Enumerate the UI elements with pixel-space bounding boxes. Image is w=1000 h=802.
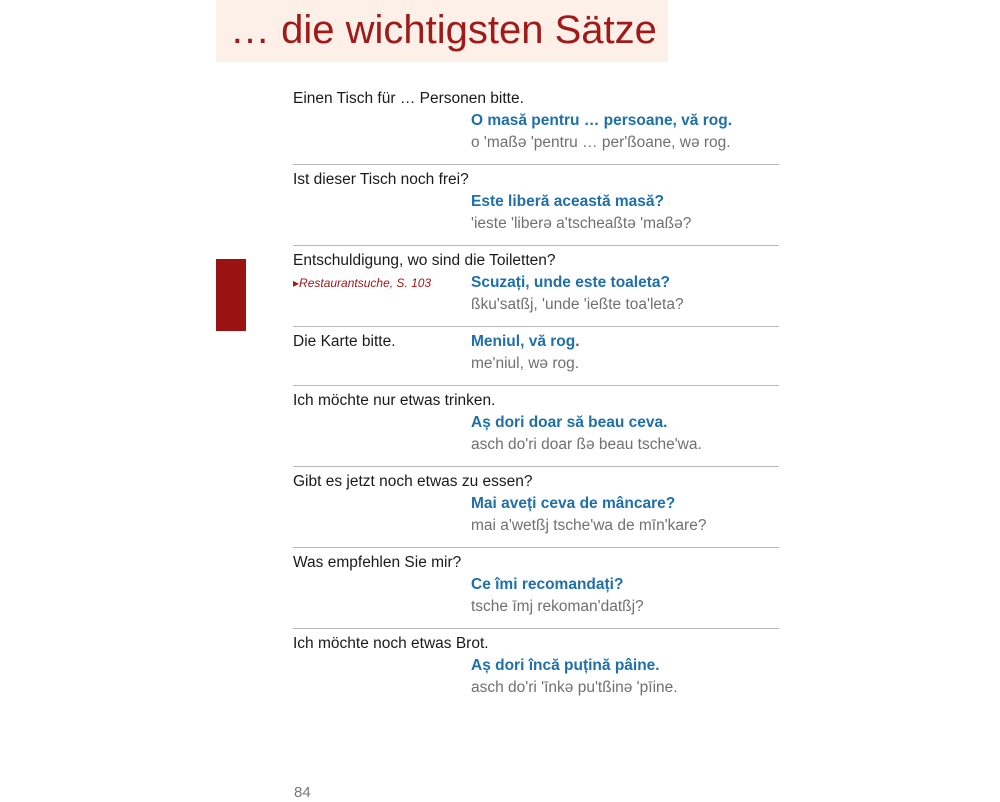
phrase-entry	[293, 84, 779, 165]
phrase-entry	[293, 548, 779, 629]
pronunciation-guide: mai a'wetßj tsche'wa de mīn'kare?	[471, 517, 707, 534]
romanian-translation: Mai aveți ceva de mâncare?	[471, 495, 676, 512]
chapter-marker-tab	[216, 259, 246, 331]
romanian-translation: Este liberă această masă?	[471, 193, 665, 210]
pronunciation-guide: ßku'satßj, 'unde 'ießte toa'leta?	[471, 296, 684, 313]
section-title-banner	[216, 0, 668, 62]
romanian-translation: Aș dori doar să beau ceva.	[471, 414, 668, 431]
pronunciation-guide: tsche īmj rekoman'datßj?	[471, 598, 644, 615]
german-phrase: Einen Tisch für … Personen bitte.	[293, 90, 524, 107]
german-phrase: Die Karte bitte.	[293, 333, 396, 350]
romanian-translation: Meniul, vă rog.	[471, 333, 580, 350]
phrase-entry	[293, 327, 779, 386]
romanian-translation: Ce îmi recomandați?	[471, 576, 624, 593]
pronunciation-guide: asch do'ri 'īnkə pu'tßinə 'pīine.	[471, 679, 678, 696]
phrase-entry	[293, 629, 779, 709]
page-number: 84	[294, 784, 311, 801]
german-phrase: Ich möchte noch etwas Brot.	[293, 635, 489, 652]
pronunciation-guide: asch do'ri doar ßə beau tsche'wa.	[471, 436, 702, 453]
phrase-list	[293, 84, 779, 709]
romanian-translation: Aș dori încă puțină pâine.	[471, 657, 660, 674]
romanian-translation: O masă pentru … persoane, vă rog.	[471, 112, 732, 129]
german-phrase: Gibt es jetzt noch etwas zu essen?	[293, 473, 533, 490]
romanian-translation: Scuzați, unde este toaleta?	[471, 274, 670, 291]
german-phrase: Ist dieser Tisch noch frei?	[293, 171, 469, 188]
phrase-entry	[293, 246, 779, 327]
german-phrase: Was empfehlen Sie mir?	[293, 554, 462, 571]
phrase-entry	[293, 467, 779, 548]
german-phrase: Entschuldigung, wo sind die Toiletten?	[293, 252, 556, 269]
page-title: … die wichtigsten Sätze	[230, 8, 657, 52]
german-phrase: Ich möchte nur etwas trinken.	[293, 392, 496, 409]
pronunciation-guide: me'niul, wə rog.	[471, 355, 580, 372]
pronunciation-guide: 'ieste 'liberə a'tscheaßtə 'maßə?	[471, 215, 692, 232]
cross-reference-link[interactable]: ▸Restaurantsuche, S. 103	[293, 276, 432, 290]
pronunciation-guide: o 'maßə 'pentru … per'ßoane, wə rog.	[471, 134, 731, 151]
phrase-entry	[293, 165, 779, 246]
phrase-entry	[293, 386, 779, 467]
